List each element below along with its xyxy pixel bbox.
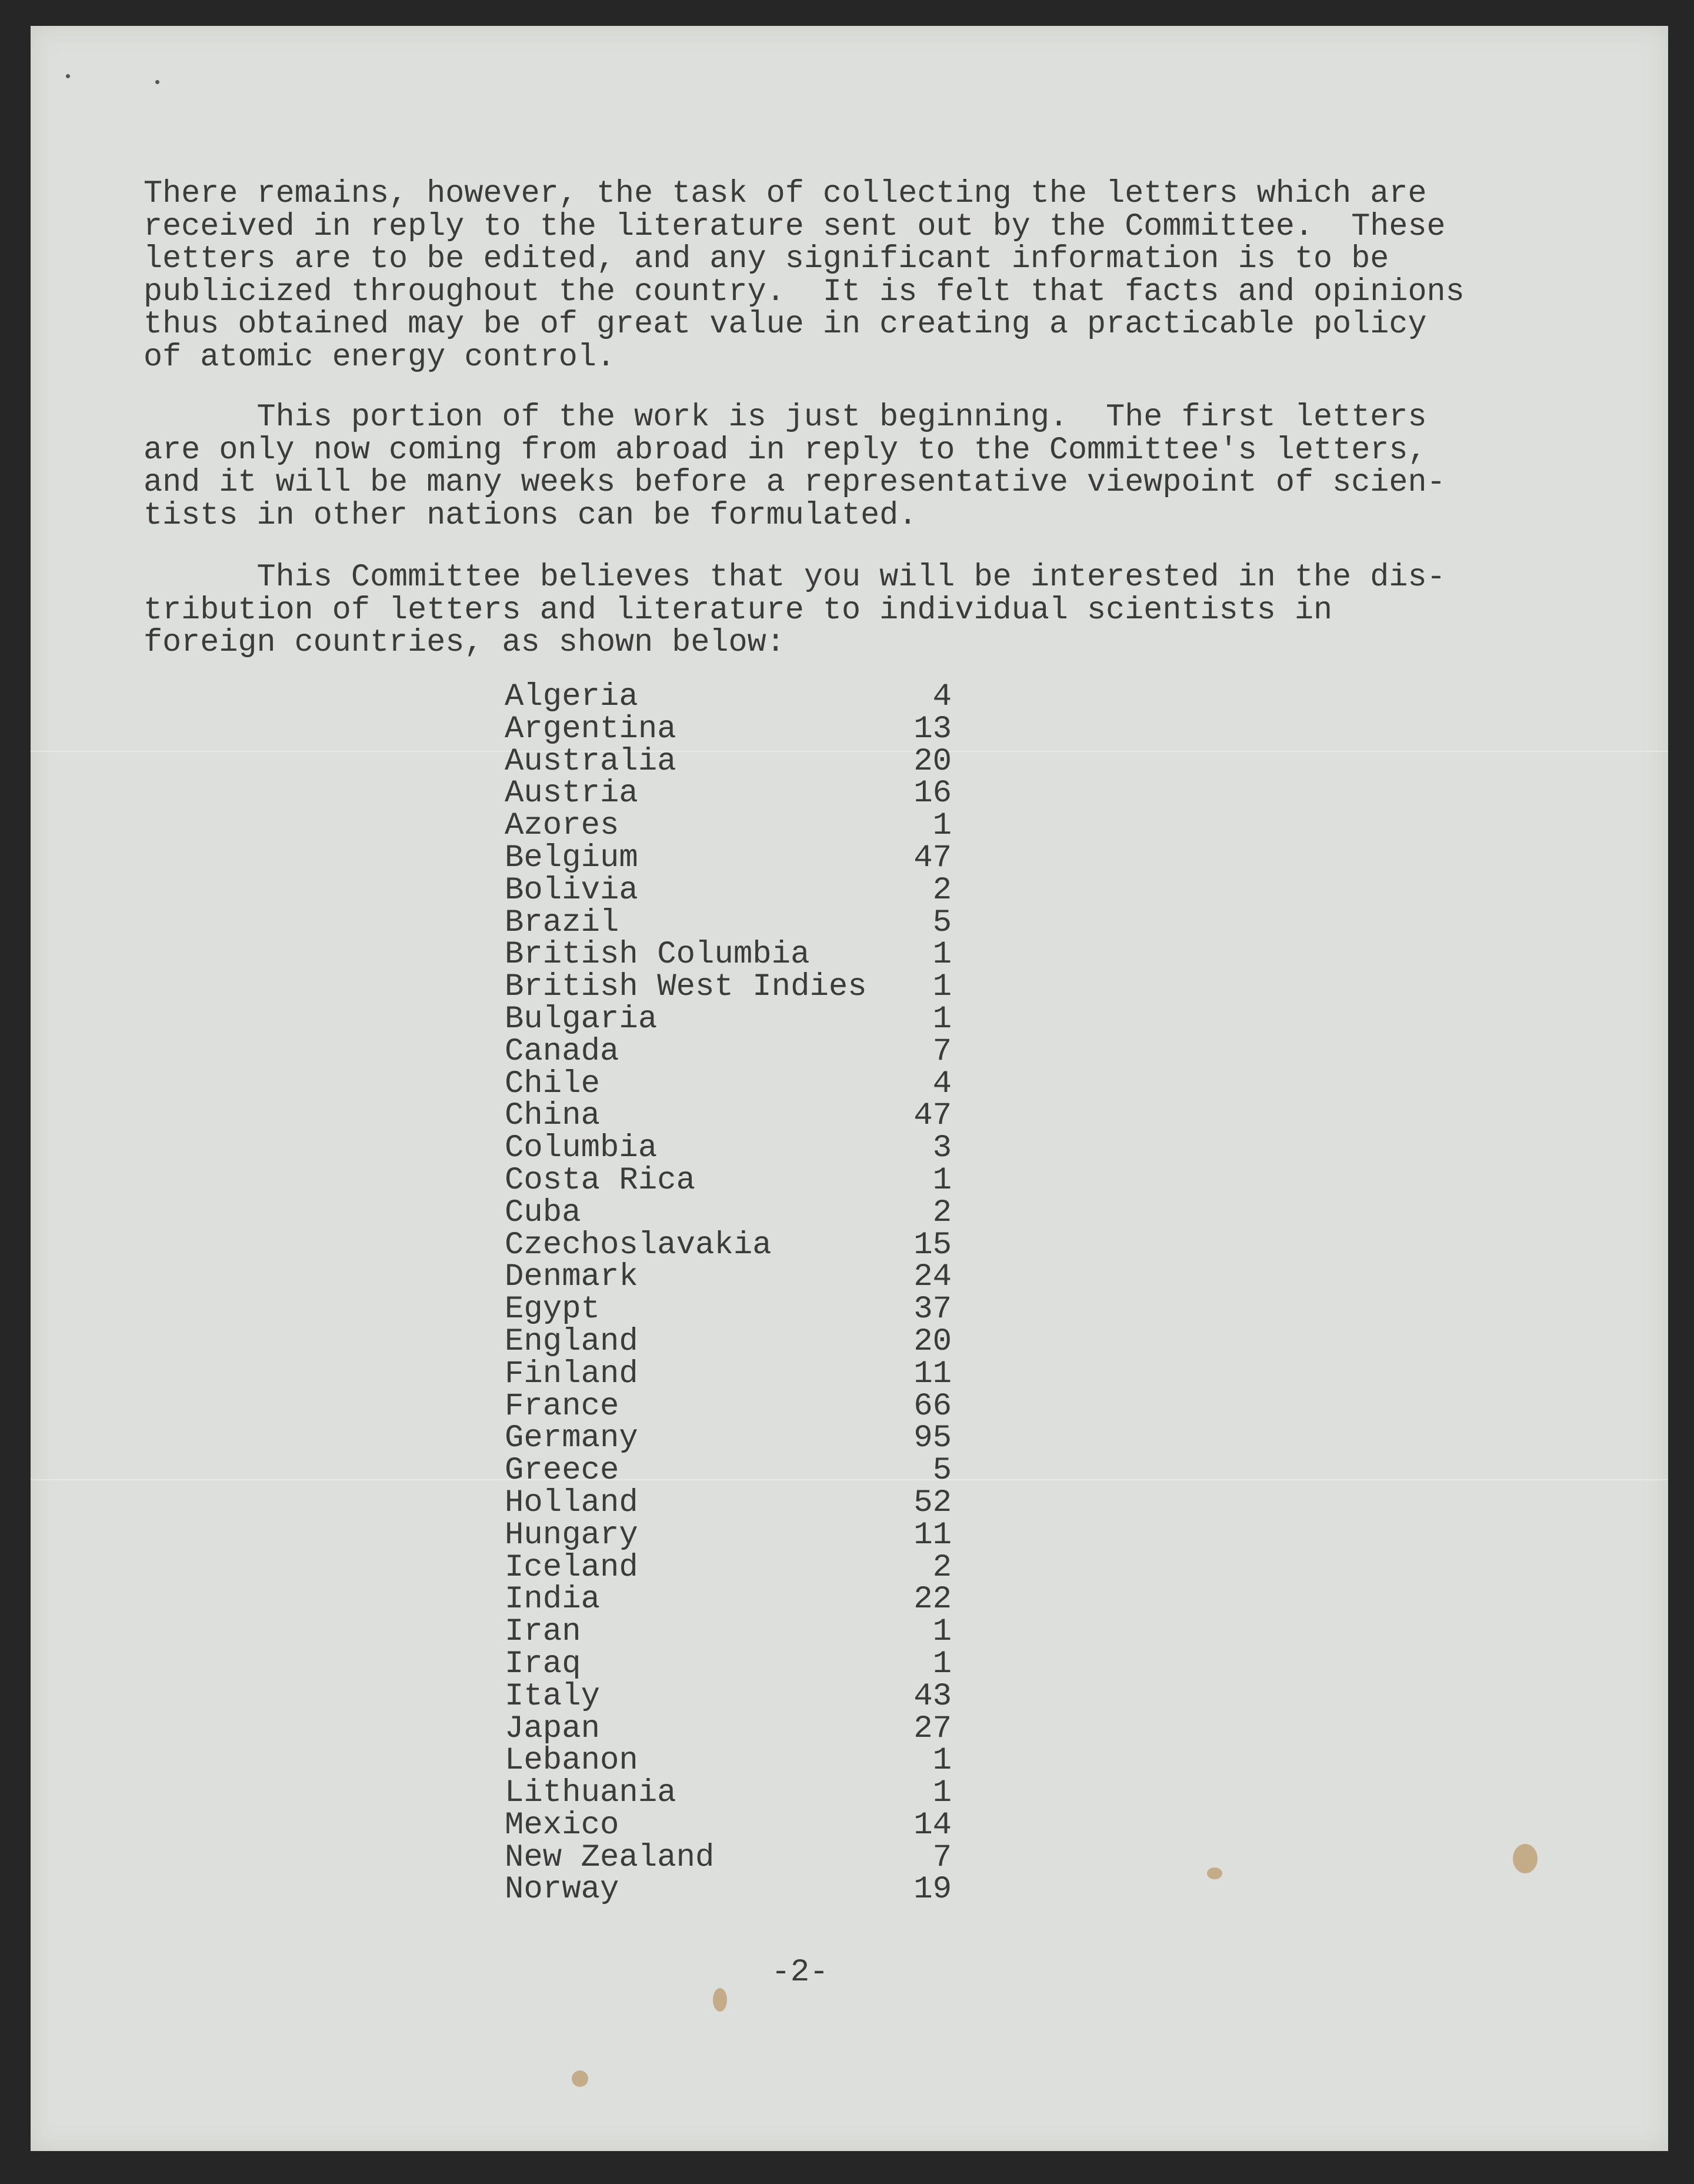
speck: [66, 74, 70, 78]
country-row: [505, 872, 952, 908]
country-name: Canada: [505, 1033, 619, 1070]
country-row: [505, 810, 952, 843]
country-count: 95: [913, 1420, 952, 1457]
text-line: This Committee believes that you will be interested in the dis-: [144, 560, 1446, 595]
country-name: Greece: [505, 1453, 619, 1489]
country-row: [505, 1001, 952, 1037]
country-row: [505, 1839, 952, 1876]
country-name: Lithuania: [505, 1775, 676, 1812]
country-row: [505, 1874, 952, 1906]
country-count: 16: [913, 775, 952, 812]
country-row: [505, 1194, 952, 1231]
text-line: There remains, however, the task of collecting the letters which are: [144, 176, 1427, 212]
country-count: 1: [932, 808, 952, 844]
country-name: India: [505, 1582, 601, 1618]
text-line: foreign countries, as shown below:: [144, 625, 785, 661]
country-row: [505, 1777, 952, 1810]
country-count: 20: [913, 743, 952, 780]
country-row: [505, 1162, 952, 1198]
stain: [1207, 1867, 1222, 1879]
country-row: [505, 939, 952, 971]
country-count: 1: [932, 1614, 952, 1650]
country-count: 1: [932, 1743, 952, 1779]
country-count: 47: [913, 840, 952, 876]
country-name: Austria: [505, 775, 638, 812]
country-count: 43: [913, 1678, 952, 1714]
country-row: [505, 971, 952, 1004]
text-line: tribution of letters and literature to individual scientists in: [144, 592, 1333, 628]
country-name: Belgium: [505, 840, 638, 876]
country-row: [505, 711, 952, 747]
country-row: [505, 1517, 952, 1553]
country-row: [505, 1710, 952, 1747]
country-count: 11: [913, 1517, 952, 1553]
country-name: Hungary: [505, 1517, 638, 1553]
text-line: received in reply to the literature sent out by the Committee. These: [144, 208, 1446, 245]
country-name: Bolivia: [505, 872, 638, 908]
country-row: [505, 1130, 952, 1167]
country-count: 2: [932, 1194, 952, 1231]
country-count: 20: [913, 1323, 952, 1360]
country-count: 52: [913, 1484, 952, 1521]
country-row: [505, 1291, 952, 1328]
speck: [155, 80, 159, 84]
text-line: tists in other nations can be formulated.: [144, 497, 918, 534]
country-count: 1: [932, 1775, 952, 1812]
country-name: British Columbia: [505, 937, 810, 973]
country-count: 4: [932, 1066, 952, 1102]
country-name: England: [505, 1323, 638, 1360]
country-name: Czechoslavakia: [505, 1227, 772, 1263]
country-count: 1: [932, 937, 952, 973]
country-row: [505, 1616, 952, 1649]
country-count: 2: [932, 1549, 952, 1586]
country-row: [505, 1323, 952, 1360]
stain: [572, 2070, 588, 2087]
country-name: Chile: [505, 1066, 601, 1102]
country-name: Iran: [505, 1614, 581, 1650]
stain: [1513, 1844, 1538, 1873]
country-name: China: [505, 1098, 601, 1134]
country-count: 22: [913, 1582, 952, 1618]
country-row: [505, 775, 952, 812]
country-row: [505, 1068, 952, 1101]
country-name: Costa Rica: [505, 1162, 696, 1198]
country-name: Holland: [505, 1484, 638, 1521]
text-line: of atomic energy control.: [144, 339, 616, 375]
country-count: 15: [913, 1227, 952, 1263]
country-name: Italy: [505, 1678, 601, 1714]
country-name: Azores: [505, 808, 619, 844]
country-name: Algeria: [505, 679, 638, 715]
country-count: 5: [932, 1453, 952, 1489]
country-name: New Zealand: [505, 1839, 715, 1876]
country-row: [505, 1261, 952, 1294]
country-name: Iraq: [505, 1646, 581, 1682]
country-count: 7: [932, 1839, 952, 1876]
country-name: Norway: [505, 1872, 619, 1908]
country-count: 5: [932, 904, 952, 941]
country-count: 4: [932, 679, 952, 715]
paragraph-2: [144, 401, 1614, 532]
country-count: 1: [932, 1162, 952, 1198]
country-row: [505, 1549, 952, 1586]
country-name: Denmark: [505, 1259, 638, 1296]
country-row: [505, 1484, 952, 1521]
country-row: [505, 1678, 952, 1714]
country-count: 14: [913, 1807, 952, 1843]
country-count: 7: [932, 1033, 952, 1070]
country-name: Germany: [505, 1420, 638, 1457]
country-count: 37: [913, 1291, 952, 1328]
country-name: Australia: [505, 743, 676, 780]
stain: [713, 1988, 727, 2012]
country-name: Finland: [505, 1356, 638, 1392]
country-count: 13: [913, 711, 952, 747]
country-row: [505, 1745, 952, 1777]
text-line: are only now coming from abroad in reply to the Committee's letters,: [144, 432, 1427, 468]
country-count: 1: [932, 969, 952, 1006]
text-line: thus obtained may be of great value in creating a practicable policy: [144, 307, 1427, 343]
country-row: [505, 1420, 952, 1457]
country-count: 66: [913, 1388, 952, 1424]
country-row: [505, 1227, 952, 1263]
country-name: Lebanon: [505, 1743, 638, 1779]
country-name: Cuba: [505, 1194, 581, 1231]
country-count: 47: [913, 1098, 952, 1134]
country-name: Iceland: [505, 1549, 638, 1586]
text-line: and it will be many weeks before a representative viewpoint of scien-: [144, 465, 1446, 501]
country-name: France: [505, 1388, 619, 1424]
text-line: This portion of the work is just beginning. The first letters: [144, 399, 1427, 435]
country-row: [505, 743, 952, 780]
country-row: [505, 840, 952, 876]
country-name: Bulgaria: [505, 1001, 658, 1037]
text-line: publicized throughout the country. It is felt that facts and opinions: [144, 274, 1465, 310]
country-count: 1: [932, 1001, 952, 1037]
country-count: 11: [913, 1356, 952, 1392]
country-distribution-list: [505, 681, 952, 1906]
country-row: [505, 681, 952, 714]
country-count: 3: [932, 1130, 952, 1167]
country-row: [505, 1100, 952, 1133]
country-name: Mexico: [505, 1807, 619, 1843]
paragraph-3: [144, 561, 1614, 660]
country-row: [505, 1646, 952, 1682]
country-count: 1: [932, 1646, 952, 1682]
country-count: 24: [913, 1259, 952, 1296]
country-count: 2: [932, 872, 952, 908]
country-row: [505, 1455, 952, 1487]
country-count: 27: [913, 1710, 952, 1747]
country-name: Egypt: [505, 1291, 601, 1328]
country-row: [505, 1584, 952, 1616]
page-number: -2-: [771, 1955, 829, 1990]
country-row: [505, 1033, 952, 1070]
country-name: Brazil: [505, 904, 619, 941]
text-line: letters are to be edited, and any significant information is to be: [144, 241, 1389, 278]
country-row: [505, 1807, 952, 1843]
country-name: British West Indies: [505, 969, 867, 1006]
country-name: Japan: [505, 1710, 601, 1747]
country-name: Argentina: [505, 711, 676, 747]
paragraph-1: [144, 178, 1614, 374]
country-row: [505, 1388, 952, 1424]
country-name: Columbia: [505, 1130, 658, 1167]
country-count: 19: [913, 1872, 952, 1908]
country-row: [505, 1356, 952, 1392]
country-row: [505, 904, 952, 941]
